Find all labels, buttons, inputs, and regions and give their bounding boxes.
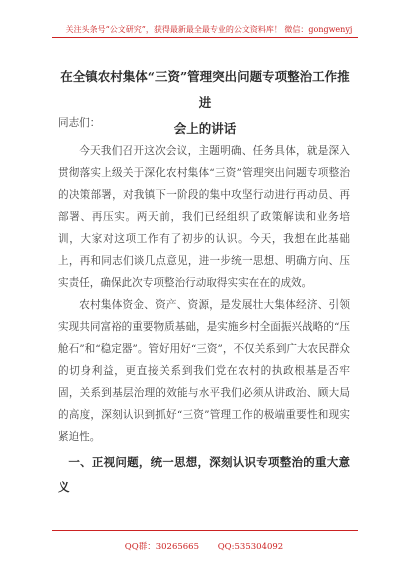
section-heading-1: 一、正视问题，统一思想，深刻认识专项整治的重大意义 <box>58 455 350 494</box>
footer <box>0 540 408 552</box>
title-line-2: 会上的讲话 <box>173 121 237 136</box>
document-body <box>58 112 350 500</box>
paragraph-2: 农村集体资金、资产、资源，是发展壮大集体经济、引领实现共同富裕的重要物质基础，是实施乡村全面振兴战略的“压舱石”和“稳定器”。管好用好“三资”，不仅关系到广大农民群众的切身利益，更直接关系到我们党在农村的执政根基是否牢固，关系到基层治理的效能与水平我们必须从讲政治、顾大局的高度，深刻认识到抓好“三资”管理工作的极端重要性和现实紧迫性。 <box>58 299 350 443</box>
footer-qq-group: QQ群：30265665 <box>124 542 199 552</box>
title-line-1: 在全镇农村集体“三资”管理突出问题专项整治工作推进 <box>60 69 350 110</box>
paragraph-1: 今天我们召开这次会议，主题明确、任务具体，就是深入贯彻落实上级关于深化农村集体“三资”管理突出问题专项整治的决策部署，对我镇下一阶段的集中攻坚行动进行再动员、再部署、再压实。两天前，我们已经组织了政策解读和业务培训，大家对这项工作有了初步的认识。今天，我想在此基础上，再和同志们谈几点意见，进一步统一思想、明确方向、压实责任，确保此次专项整治行动取得实实在在的成效。 <box>58 145 350 289</box>
header-banner: 关注头条号“公文研究”，获得最新最全最专业的公文资料库！ 微信：gongwenyj <box>65 25 353 34</box>
footer-qq: QQ:535304092 <box>217 542 284 552</box>
footer-divider <box>52 530 358 531</box>
header-divider <box>52 37 358 38</box>
salutation: 同志们： <box>58 117 101 129</box>
